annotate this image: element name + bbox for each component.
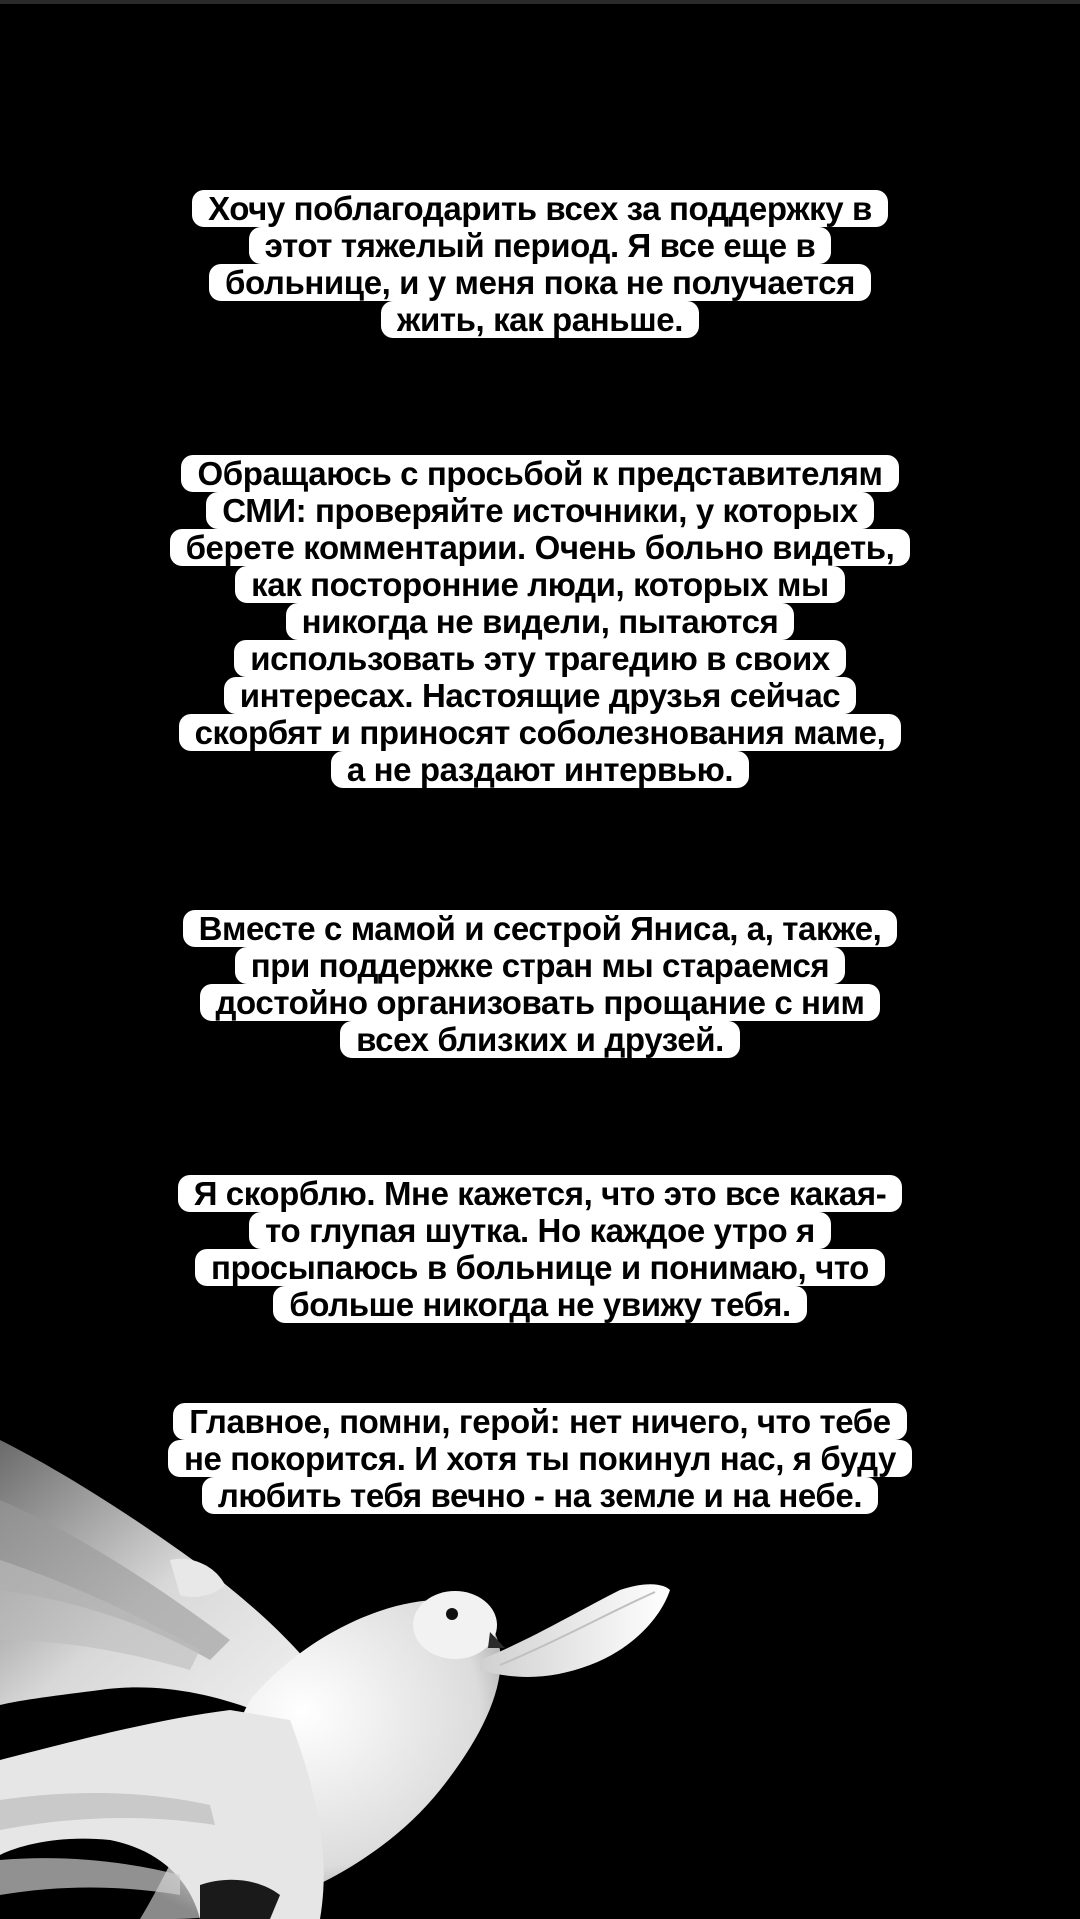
- caption-line: не покорится. И хотя ты покинул нас, я буду: [168, 1440, 912, 1477]
- caption-block-hero: [0, 1403, 1080, 1514]
- caption-line: берете комментарии. Очень больно видеть,: [170, 529, 911, 566]
- caption-line: Вместе с мамой и сестрой Яниса, а, также,: [183, 910, 898, 947]
- caption-line: СМИ: проверяйте источники, у которых: [206, 492, 874, 529]
- caption-block-farewell: [0, 910, 1080, 1058]
- caption-line: никогда не видели, пытаются: [286, 603, 795, 640]
- caption-line: всех близких и друзей.: [340, 1021, 740, 1058]
- caption-line: больше никогда не увижу тебя.: [273, 1286, 807, 1323]
- caption-line: этот тяжелый период. Я все еще в: [249, 227, 832, 264]
- caption-block-gratitude: [0, 190, 1080, 338]
- caption-line: Хочу поблагодарить всех за поддержку в: [192, 190, 888, 227]
- caption-line: Обращаюсь с просьбой к представителям: [181, 455, 898, 492]
- caption-line: интересах. Настоящие друзья сейчас: [224, 677, 856, 714]
- caption-line: скорбят и приносят соболезнования маме,: [179, 714, 902, 751]
- caption-line: любить тебя вечно - на земле и на небе.: [202, 1477, 878, 1514]
- caption-line: то глупая шутка. Но каждое утро я: [249, 1212, 831, 1249]
- caption-line: использовать эту трагедию в своих: [234, 640, 846, 677]
- caption-line: просыпаюсь в больнице и понимаю, что: [195, 1249, 885, 1286]
- caption-line: как посторонние люди, которых мы: [235, 566, 845, 603]
- caption-line: достойно организовать прощание с ним: [200, 984, 881, 1021]
- caption-block-grief: [0, 1175, 1080, 1323]
- caption-line: а не раздают интервью.: [331, 751, 749, 788]
- caption-line: при поддержке стран мы стараемся: [235, 947, 846, 984]
- caption-line: Главное, помни, герой: нет ничего, что тебе: [173, 1403, 906, 1440]
- caption-line: Я скорблю. Мне кажется, что это все какая-: [178, 1175, 903, 1212]
- caption-block-media-request: [0, 455, 1080, 788]
- caption-line: жить, как раньше.: [381, 301, 699, 338]
- caption-line: больнице, и у меня пока не получается: [209, 264, 871, 301]
